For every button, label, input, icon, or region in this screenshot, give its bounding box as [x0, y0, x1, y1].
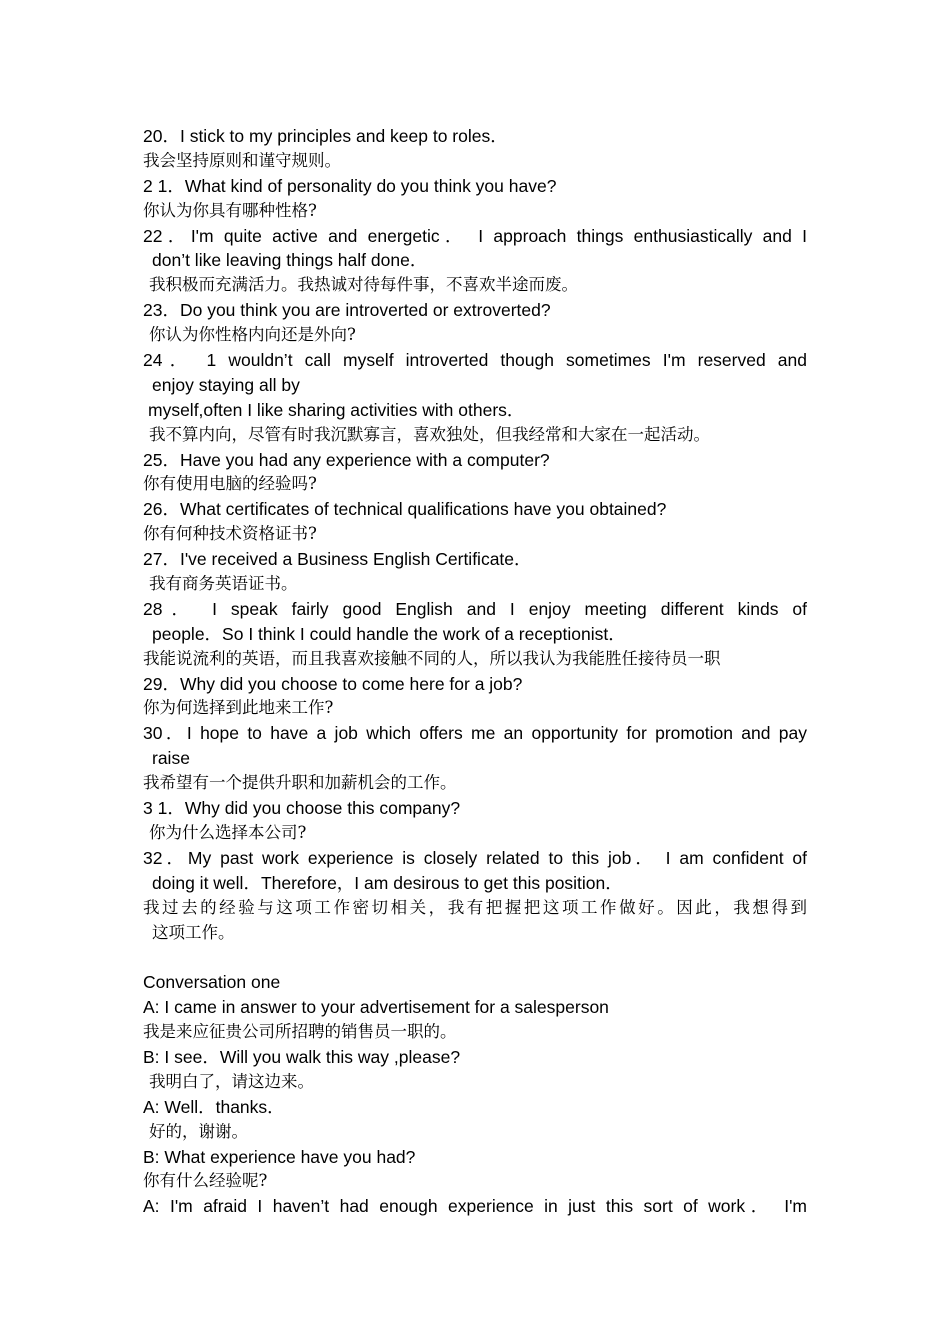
blank-line — [143, 945, 807, 970]
text-line: 25．Have you had any experience with a computer? — [143, 449, 550, 470]
text-line: B: I see．Will you walk this way ,please? — [143, 1046, 461, 1067]
text-line: 23．Do you think you are introverted or extroverted? — [143, 300, 551, 321]
text-line: A: I came in answer to your advertisement for a salesperson — [143, 997, 609, 1018]
text-line: B: What experience have you had? — [143, 1146, 416, 1167]
text-line: 3 1．Why did you choose this company? — [143, 798, 461, 819]
translation-line: 我积极而充满活力。我热诚对待每件事，不喜欢半途而废。 — [149, 275, 578, 295]
text-line: enjoy staying all by — [152, 374, 300, 395]
translation-line: 你认为你性格内向还是外向? — [149, 325, 356, 345]
translation-line: 我过去的经验与这项工作密切相关，我有把握把这项工作做好。因此，我想得到 — [143, 897, 807, 917]
text-line: 26．What certificates of technical qualifications have you obtained? — [143, 499, 667, 520]
translation-line: 我能说流利的英语，而且我喜欢接触不同的人，所以我认为我能胜任接待员一职 — [143, 648, 721, 668]
translation-line: 你为何选择到此地来工作? — [143, 698, 334, 718]
section-heading: Conversation one — [143, 972, 281, 993]
text-line: 2 1．What kind of personality do you think you have? — [143, 175, 557, 196]
translation-line: 我是来应征贵公司所招聘的销售员一职的。 — [143, 1022, 457, 1042]
translation-line: 我不算内向，尽管有时我沉默寡言，喜欢独处，但我经常和大家在一起活动。 — [149, 424, 710, 444]
text-line: 24． 1 wouldn’t call myself introverted though sometimes I'm reserved and — [143, 350, 807, 371]
text-line: 27．I've received a Business English Certificate． — [143, 549, 532, 570]
translation-line: 你有什么经验呢? — [143, 1171, 268, 1191]
translation-line: 我希望有一个提供升职和加薪机会的工作。 — [143, 773, 457, 793]
text-line: raise — [152, 748, 190, 769]
text-line: 30．I hope to have a job which offers me an opportunity for promotion and pay — [143, 723, 807, 744]
translation-line: 这项工作。 — [152, 922, 235, 942]
translation-line: 你认为你具有哪种性格? — [143, 200, 317, 220]
text-line: people．So I think I could handle the work of a receptionist． — [152, 623, 626, 644]
text-line: doing it well．Therefore，I am desirous to get this position． — [152, 872, 623, 893]
text-line: 32．My past work experience is closely related to this job． I am confident of — [143, 847, 807, 868]
translation-line: 你有何种技术资格证书? — [143, 524, 317, 544]
text-line: A: Well．thanks． — [143, 1096, 285, 1117]
translation-line: 我会坚持原则和谨守规则。 — [143, 150, 341, 170]
text-line: 29．Why did you choose to come here for a job? — [143, 673, 523, 694]
translation-line: 你为什么选择本公司? — [149, 822, 307, 842]
text-line: myself,often I like sharing activities with others． — [148, 399, 525, 420]
translation-line: 你有使用电脑的经验吗? — [143, 474, 317, 494]
text-line: 22．I'm quite active and energetic． I approach things enthusiastically and I — [143, 225, 807, 246]
translation-line: 我明白了，请这边来。 — [149, 1071, 314, 1091]
document-body — [143, 124, 807, 1219]
translation-line: 我有商务英语证书。 — [149, 574, 298, 594]
text-line: 28． I speak fairly good English and I enjoy meeting different kinds of — [143, 598, 807, 619]
translation-line: 好的，谢谢。 — [149, 1121, 248, 1141]
text-line: A: I'm afraid I haven’t had enough experience in just this sort of work． I'm — [143, 1196, 807, 1217]
text-line: don’t like leaving things half done． — [152, 250, 428, 271]
text-line: 20．I stick to my principles and keep to roles． — [143, 126, 508, 146]
